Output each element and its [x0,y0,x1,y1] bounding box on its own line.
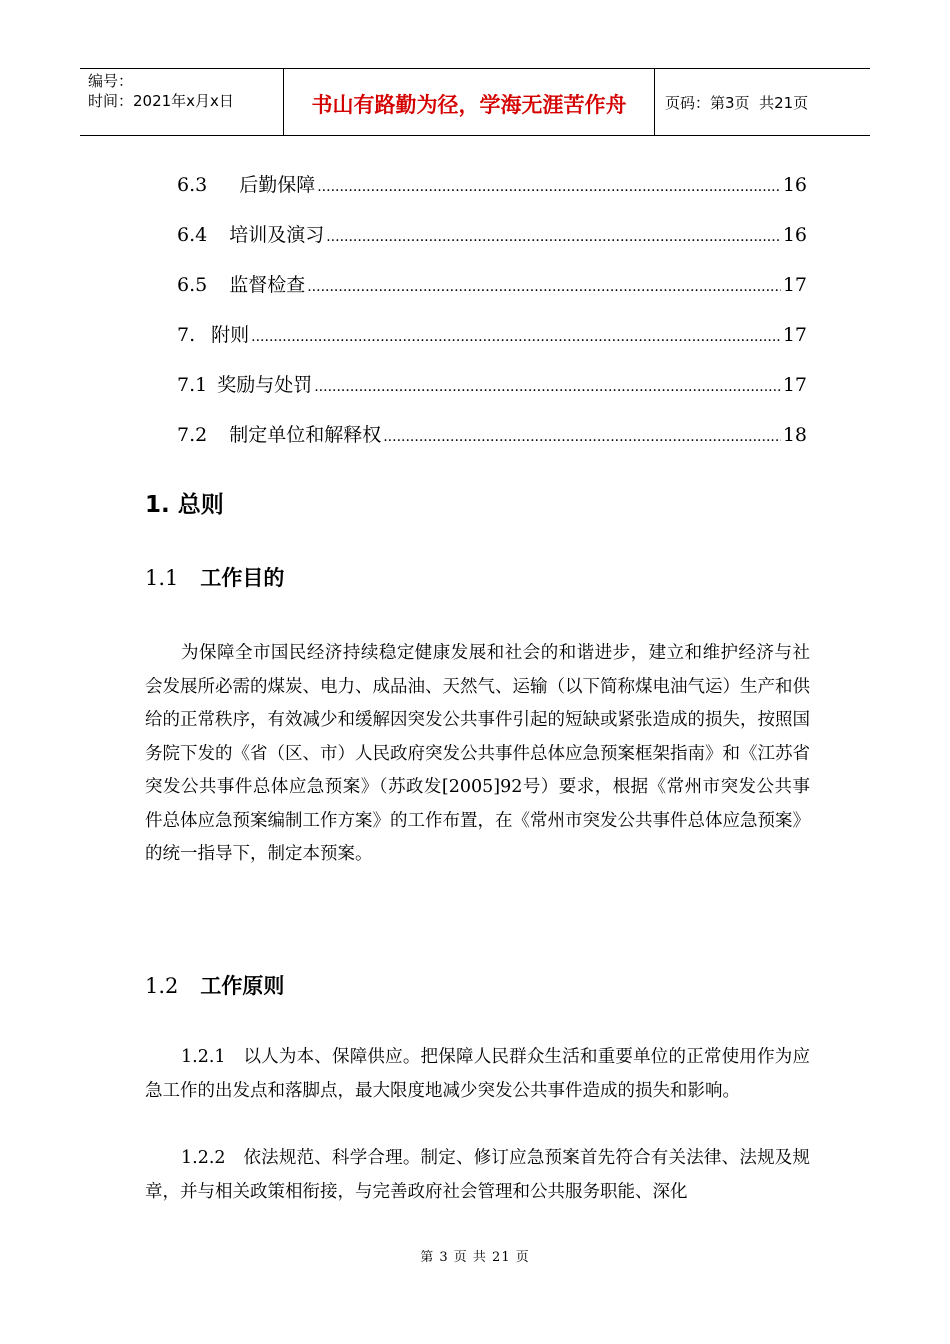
toc-page: 16 [782,224,807,246]
toc-title: 后勤保障 [239,174,316,196]
section-title: 工作目的 [200,566,285,590]
toc-leader [307,279,781,295]
toc-number: 7.1 [177,374,208,396]
toc-leader [251,329,781,345]
toc-entry [177,370,807,420]
toc-entry [177,270,807,320]
section-1-2-heading [145,970,284,1000]
table-of-contents [177,170,807,470]
toc-leader [383,429,781,445]
page-info-text: 页码：第3页 共21页 [665,93,809,112]
toc-title: 监督检查 [229,274,306,296]
section-1-heading: 1. 总则 [145,492,224,518]
time-label: 时间：2021年x月x日 [88,92,234,110]
toc-page: 17 [782,274,807,296]
section-1-2-1-paragraph: 1.2.1 以人为本、保障供应。把保障人民群众生活和重要单位的正常使用作为应急工作的出发点和落脚点，最大限度地减少突发公共事件造成的损失和影响。 [145,1047,810,1101]
toc-page: 17 [782,324,807,346]
toc-title: 奖励与处罚 [217,374,313,396]
section-title: 工作原则 [200,974,285,998]
toc-number: 6.3 [177,174,208,196]
section-number: 1.2 [145,974,179,998]
toc-number: 6.4 [177,224,208,246]
toc-page: 16 [782,174,807,196]
header-meta [80,69,283,135]
toc-leader [314,379,781,395]
toc-title: 培训及演习 [229,224,325,246]
section-1-1-paragraph: 为保障全市国民经济持续稳定健康发展和社会的和谐进步，建立和维护经济与社会发展所必需的煤炭、电力、成品油、天然气、运输（以下简称煤电油气运）生产和供给的正常秩序，有效减少和缓解因突发公共事件引起的短缺或紧张造成的损失，按照国务院下发的《省（区、市）人民政府突发公共事件总体应急预案框架指南》和《江苏省突发公共事件总体应急预案》（苏政发[2005]92号）要求，根据《常州市突发公共事件总体应急预案编制工作方案》的工作布置，在《常州市突发公共事件总体应急预案》的统一指导下，制定本预案。 [145,643,810,864]
toc-entry [177,420,807,470]
section-1-2-2-paragraph: 1.2.2 依法规范、科学合理。制定、修订应急预案首先符合有关法律、法规及规章，并与相关政策相衔接，与完善政府社会管理和公共服务职能、深化 [145,1148,810,1202]
toc-number: 7. [177,324,196,346]
section-number: 1.1 [145,566,179,590]
toc-page: 18 [782,424,807,446]
number-label: 编号： [88,72,134,90]
toc-number: 6.5 [177,274,208,296]
header-page-info [655,69,870,135]
page-header [80,68,870,136]
toc-title: 附则 [211,324,250,346]
toc-leader [326,229,781,245]
toc-entry [177,170,807,220]
toc-leader [317,179,781,195]
header-motto: 书山有路勤为径，学海无涯苦作舟 [283,69,655,135]
section-1-1-heading [145,562,284,592]
toc-number: 7.2 [177,424,208,446]
page-footer: 第 3 页 共 21 页 [420,1250,530,1265]
toc-title: 制定单位和解释权 [229,424,382,446]
toc-page: 17 [782,374,807,396]
toc-entry [177,220,807,270]
toc-entry [177,320,807,370]
